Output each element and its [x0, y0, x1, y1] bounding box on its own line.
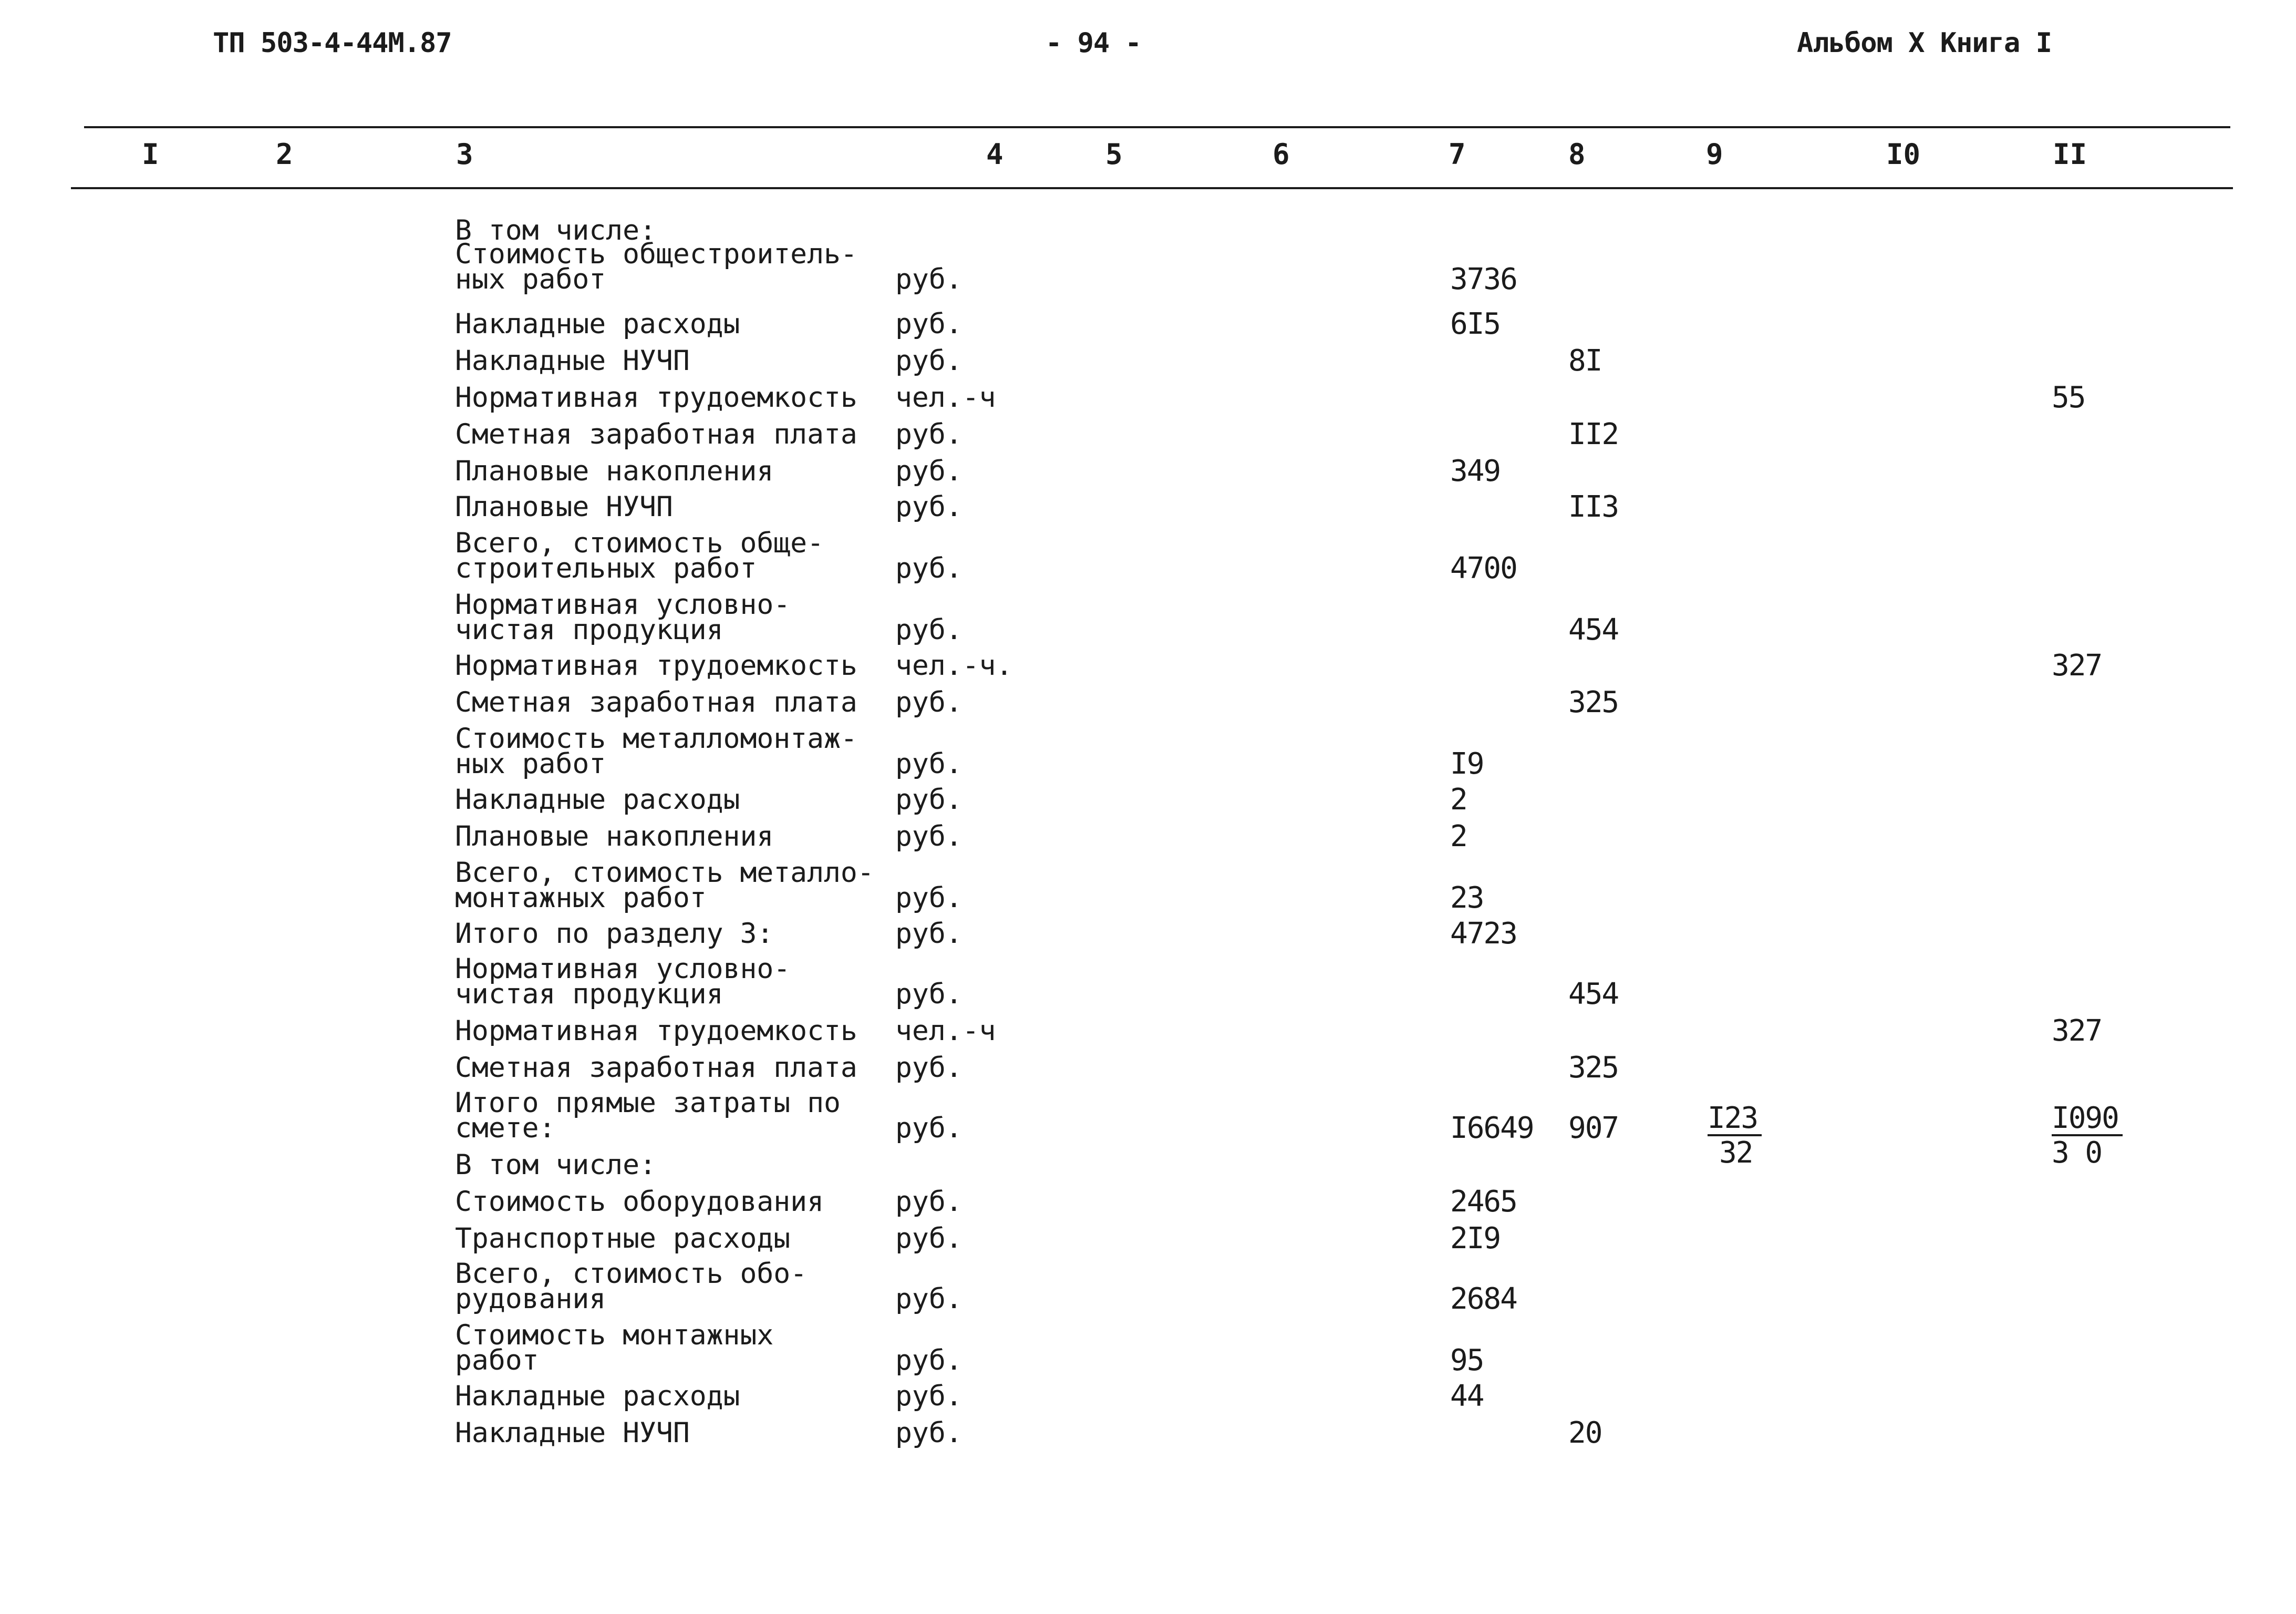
row-value-c7: 95	[1450, 1343, 1484, 1377]
row-unit: руб.	[895, 614, 963, 646]
table-row	[0, 1185, 2296, 1219]
row-label: Итого прямые затраты по смете:	[455, 1087, 841, 1144]
column-number-8: 8	[1568, 138, 1586, 171]
column-number-2: 2	[276, 138, 293, 171]
row-label: Сметная заработная плата	[455, 686, 857, 718]
row-unit: руб.	[895, 784, 963, 816]
row-value-c8: II3	[1568, 490, 1619, 524]
row-value-c7: I6649	[1450, 1111, 1534, 1145]
row-label: Всего, стоимость металло- монтажных работ	[455, 857, 874, 914]
fraction-c11-denominator: 3 0	[2052, 1136, 2102, 1170]
row-value-c8: II2	[1568, 417, 1619, 451]
row-label: Транспортные расходы	[455, 1222, 791, 1255]
row-value-c7: 2465	[1450, 1185, 1517, 1219]
table-row	[0, 307, 2296, 341]
row-label: Сметная заработная плата	[455, 418, 857, 450]
row-unit: чел.-ч	[895, 382, 996, 414]
table-row	[0, 589, 2296, 647]
row-value-c8: 454	[1568, 977, 1619, 1011]
row-value-c7: 2684	[1450, 1282, 1517, 1316]
row-unit: руб.	[895, 1112, 963, 1144]
row-label: Итого по разделу 3:	[455, 918, 774, 950]
table-row	[0, 857, 2296, 915]
album-book-label: Альбом X Книга I	[1797, 27, 2052, 59]
row-unit: чел.-ч.	[895, 650, 1013, 682]
row-unit: руб.	[895, 418, 963, 450]
table-top-rule	[84, 126, 2230, 128]
column-number-11: II	[2053, 138, 2087, 171]
table-row	[0, 1416, 2296, 1450]
row-label: Накладные НУЧП	[455, 345, 690, 377]
row-value-c7: 4723	[1450, 917, 1517, 951]
row-label: Накладные НУЧП	[455, 1417, 690, 1449]
row-value-c7: I9	[1450, 747, 1484, 781]
row-label: Нормативная трудоемкость	[455, 382, 857, 414]
row-unit: руб.	[895, 1344, 963, 1376]
row-unit: руб.	[895, 1052, 963, 1084]
column-number-1: I	[142, 138, 159, 171]
row-label: В том числе:	[455, 1149, 656, 1181]
row-value-c8: 454	[1568, 613, 1619, 647]
row-label: Всего, стоимость обще- строительных работ	[455, 527, 824, 584]
row-label: В том числе:	[455, 214, 656, 246]
row-value-c8: 8I	[1568, 344, 1602, 378]
row-unit: руб.	[895, 308, 963, 340]
table-header-bottom-rule	[71, 187, 2233, 189]
table-row	[0, 649, 2296, 683]
row-label: Нормативная трудоемкость	[455, 1015, 857, 1047]
row-value-c8: 20	[1568, 1416, 1602, 1450]
table-row	[0, 490, 2296, 524]
column-number-3: 3	[456, 138, 473, 171]
row-unit: руб.	[895, 686, 963, 718]
row-value-c7: 3736	[1450, 262, 1517, 296]
fraction-c9-numerator: I23	[1708, 1104, 1762, 1136]
row-label: Накладные расходы	[455, 784, 740, 816]
row-value-c8: 907	[1568, 1111, 1619, 1145]
row-unit: руб.	[895, 345, 963, 377]
table-row	[0, 1014, 2296, 1048]
row-unit: руб.	[895, 882, 963, 914]
row-value-c11: 55	[2052, 381, 2085, 415]
page-number: - 94 -	[1046, 27, 1141, 59]
row-label: Сметная заработная плата	[455, 1052, 857, 1084]
table-row	[0, 1051, 2296, 1085]
row-label: Плановые НУЧП	[455, 491, 673, 523]
row-value-c7: 2	[1450, 783, 1467, 817]
column-number-7: 7	[1449, 138, 1466, 171]
fraction-c11-numerator: I090	[2052, 1104, 2123, 1136]
row-label: Стоимость оборудования	[455, 1186, 824, 1218]
row-label: Накладные расходы	[455, 308, 740, 340]
row-value-c11: 327	[2052, 1014, 2102, 1048]
column-number-5: 5	[1105, 138, 1123, 171]
row-unit: руб.	[895, 552, 963, 584]
row-unit: руб.	[895, 1380, 963, 1412]
row-value-c8: 325	[1568, 1051, 1619, 1085]
document-code: ТП 503-4-44М.87	[213, 27, 452, 59]
fraction-c9-denominator: 32	[1719, 1136, 1753, 1170]
table-row	[0, 917, 2296, 951]
column-number-9: 9	[1706, 138, 1723, 171]
row-unit: чел.-ч	[895, 1015, 996, 1047]
table-row	[0, 723, 2296, 781]
row-unit: руб.	[895, 491, 963, 523]
row-label: Нормативная трудоемкость	[455, 650, 857, 682]
row-label: Плановые накопления	[455, 820, 774, 852]
row-value-c7: 4700	[1450, 551, 1517, 585]
row-label: Всего, стоимость обо- рудования	[455, 1258, 808, 1315]
row-label: Стоимость общестроитель- ных работ	[455, 238, 857, 295]
row-unit: руб.	[895, 820, 963, 852]
row-unit: руб.	[895, 978, 963, 1010]
column-number-6: 6	[1273, 138, 1290, 171]
row-unit: руб.	[895, 1186, 963, 1218]
row-label: Нормативная условно- чистая продукция	[455, 589, 791, 646]
column-number-4: 4	[986, 138, 1004, 171]
row-unit: руб.	[895, 455, 963, 487]
row-label: Накладные расходы	[455, 1380, 740, 1412]
table-row	[0, 953, 2296, 1011]
row-value-c7: 44	[1450, 1379, 1484, 1413]
row-value-c7: 349	[1450, 454, 1501, 488]
row-unit: руб.	[895, 263, 963, 295]
row-value-c7: 2I9	[1450, 1221, 1501, 1256]
row-unit: руб.	[895, 918, 963, 950]
row-value-c8: 325	[1568, 685, 1619, 719]
row-label: Нормативная условно- чистая продукция	[455, 953, 791, 1010]
row-label: Стоимость металломонтаж- ных работ	[455, 723, 857, 780]
row-unit: руб.	[895, 1417, 963, 1449]
table-row	[0, 783, 2296, 817]
row-value-c7: 2	[1450, 819, 1467, 854]
row-label: Стоимость монтажных работ	[455, 1319, 774, 1376]
table-row	[0, 1258, 2296, 1316]
row-unit: руб.	[895, 1222, 963, 1255]
row-value-c7: 23	[1450, 881, 1484, 915]
row-value-c7: 6I5	[1450, 307, 1501, 341]
row-value-c11: 327	[2052, 649, 2102, 683]
row-unit: руб.	[895, 748, 963, 780]
column-number-10: I0	[1886, 138, 1921, 171]
row-label: Плановые накопления	[455, 455, 774, 487]
row-unit: руб.	[895, 1283, 963, 1315]
table-row	[0, 344, 2296, 378]
